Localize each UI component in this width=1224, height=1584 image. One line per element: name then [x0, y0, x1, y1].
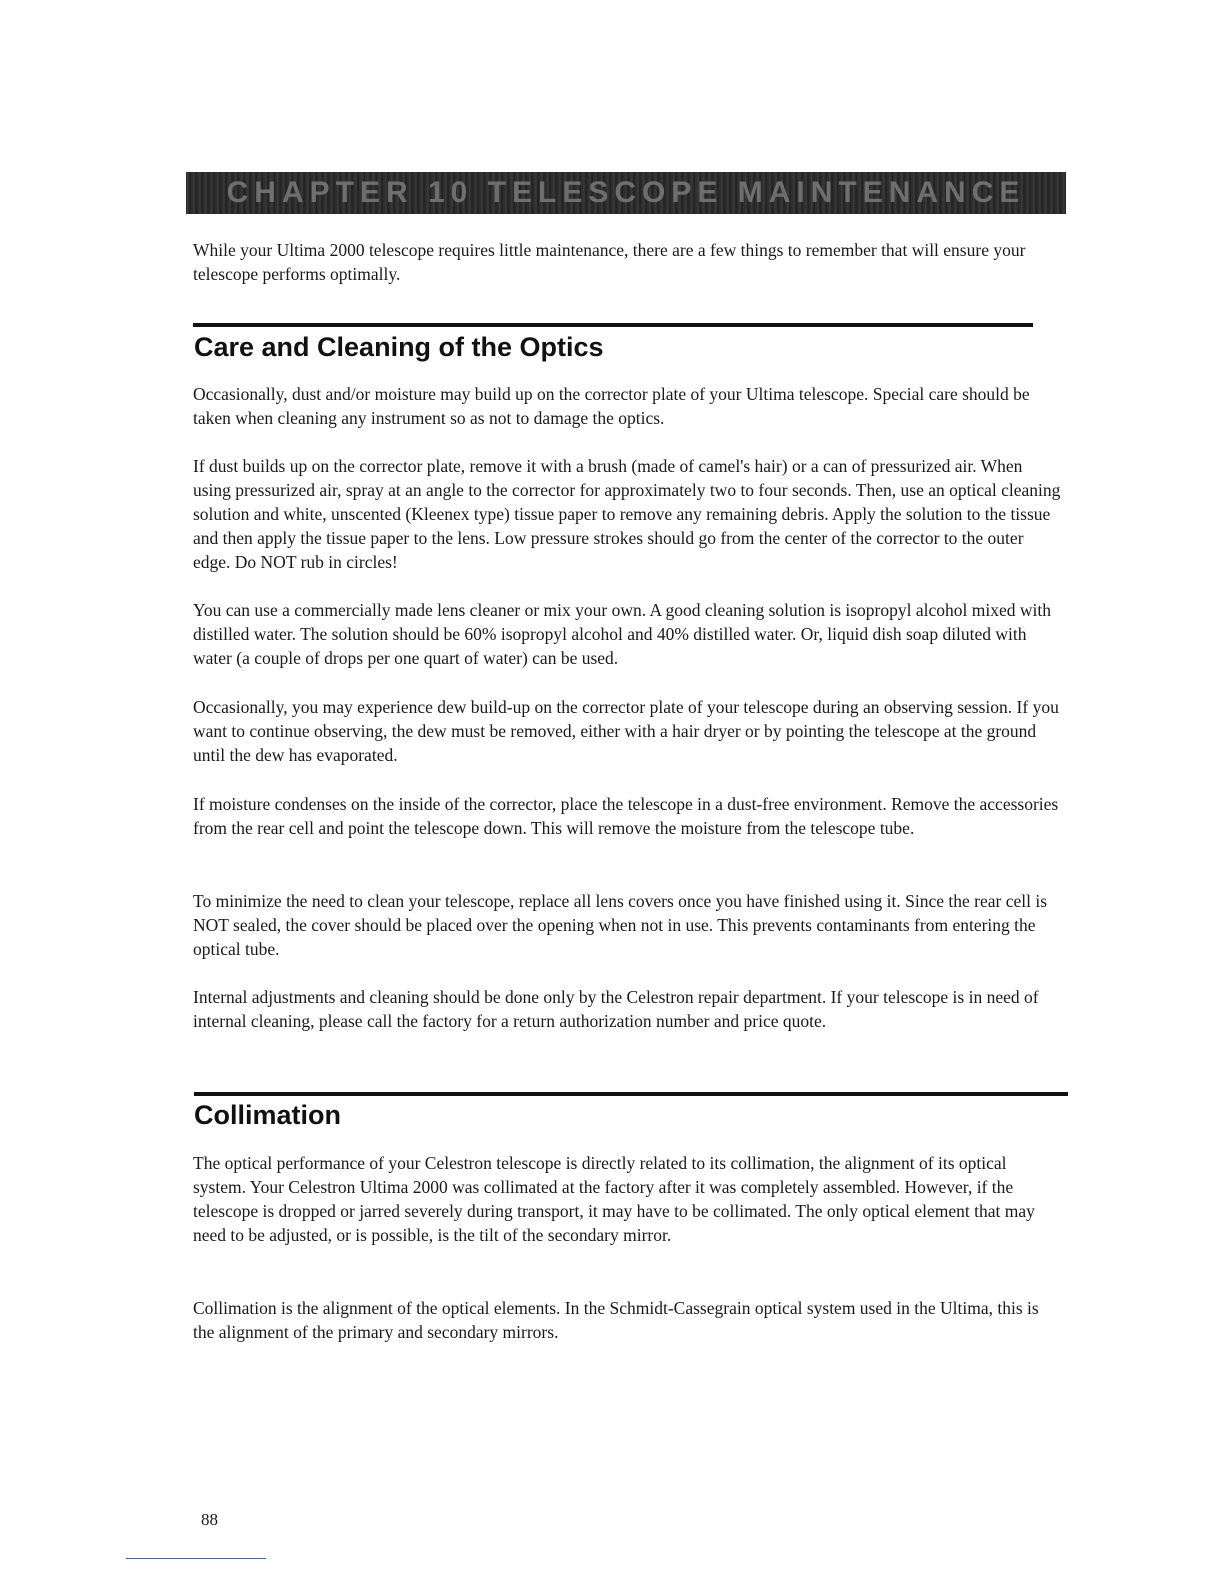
section-divider — [193, 323, 1033, 327]
paragraph: To minimize the need to clean your telescope, replace all lens covers once you have finished using it. Since the rear cell is NOT sealed, the cover should be placed over the opening when not in use. This prevents contaminants from entering the optical tube. — [193, 891, 1048, 959]
paragraph: The optical performance of your Celestron telescope is directly related to its collimation, the alignment of its optical system. Your Celestron Ultima 2000 was collimated at the factory after it was completely assembled. However, if the telescope is dropped or jarred severely during transport, it may have to be collimated. The only optical element that may need to be adjusted, or is possible, is the tilt of the secondary mirror. — [193, 1153, 1035, 1245]
chapter-banner-title: CHAPTER 10 TELESCOPE MAINTENANCE — [226, 176, 1026, 209]
section-heading-collimation: Collimation — [194, 1100, 341, 1130]
footer-divider — [126, 1558, 266, 1559]
paragraph: If dust builds up on the corrector plate, remove it with a brush (made of camel's hair) or a can of pressurized air. When using pressurized air, spray at an angle to the corrector for approximately two to four seconds. Then, use an optical cleaning solution and white, unscented (Kleenex type) tissue paper to remove any remaining debris. Apply the solution to the tissue and then apply the tissue paper to the lens. Low pressure strokes should go from the center of the corrector to the outer edge. Do NOT rub in circles! — [193, 456, 1061, 572]
intro-paragraph: While your Ultima 2000 telescope requires little maintenance, there are a few things to remember that will ensure your telescope performs optimally. — [193, 240, 1026, 284]
paragraph: Internal adjustments and cleaning should be done only by the Celestron repair department. If your telescope is in need of internal cleaning, please call the factory for a return authorization number and price quote. — [193, 987, 1039, 1031]
section-heading-care: Care and Cleaning of the Optics — [194, 332, 604, 362]
page-number: 88 — [201, 1510, 218, 1529]
chapter-banner — [186, 172, 1066, 214]
paragraph: Occasionally, dust and/or moisture may build up on the corrector plate of your Ultima telescope. Special care should be taken when cleaning any instrument so as not to damage the optics. — [193, 384, 1030, 428]
paragraph: Collimation is the alignment of the optical elements. In the Schmidt-Cassegrain optical system used in the Ultima, this is the alignment of the primary and secondary mirrors. — [193, 1298, 1039, 1342]
paragraph: Occasionally, you may experience dew build-up on the corrector plate of your telescope during an observing session. If you want to continue observing, the dew must be removed, either with a hair dryer or by pointing the telescope at the ground until the dew has evaporated. — [193, 697, 1059, 765]
paragraph: If moisture condenses on the inside of the corrector, place the telescope in a dust-free environment. Remove the accessories from the rear cell and point the telescope down. This will remove the moisture from the telescope tube. — [193, 794, 1059, 838]
section-divider — [194, 1092, 1068, 1096]
paragraph: You can use a commercially made lens cleaner or mix your own. A good cleaning solution is isopropyl alcohol mixed with distilled water. The solution should be 60% isopropyl alcohol and 40% distilled water. Or, liquid dish soap diluted with water (a couple of drops per one quart of water) can be used. — [193, 600, 1051, 668]
